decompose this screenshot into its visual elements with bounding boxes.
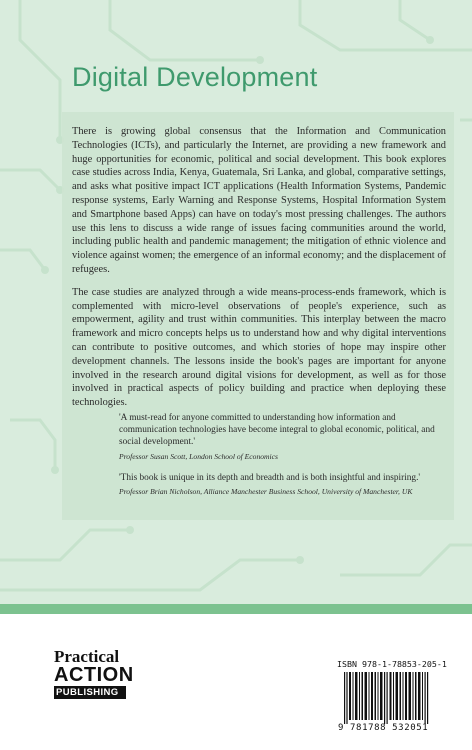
- publisher-logo-line1: Practical: [54, 647, 120, 666]
- publisher-logo-line2: ACTION: [54, 664, 134, 686]
- book-title: Digital Development: [72, 62, 318, 92]
- description-paragraph: The case studies are analyzed through a wide means-process-ends framework, which is complemented with micro-level observations of people's experience, such as empowerment, agility and trust within communities. This interplay between the macro framework and micro concepts helps us to understand how and why digital interventions can contribute to positive outcomes, and which stories of hope may inspire other development channels. The lessons inside the book's pages are important for anyone involved in the research around digital visions for development, as well as for those involved in practical aspects of policy building and practice when deploying these technologies.: [72, 286, 446, 409]
- book-description: [72, 125, 446, 419]
- quote-text: 'A must-read for anyone committed to understanding how information and communication technologies have become integral to global economic, political, and social development.': [119, 413, 435, 448]
- quote-author: Professor Susan Scott, London School of Economics: [119, 451, 278, 461]
- quote-text: 'This book is unique in its depth and breadth and is both insightful and inspiring.': [119, 472, 421, 483]
- quote-author: Professor Brian Nicholson, Alliance Manchester Business School, University of Manchester, UK: [119, 487, 413, 497]
- isbn-label: ISBN 978-1-78853-205-1: [337, 659, 447, 669]
- endorsement-quote: [119, 412, 447, 463]
- endorsements: [119, 412, 447, 507]
- publisher-logo: [54, 647, 134, 699]
- publisher-logo-line3: PUBLISHING: [54, 686, 126, 699]
- barcode-number: 9 781788 532051: [338, 723, 429, 733]
- description-paragraph: There is growing global consensus that the Information and Communication Technologies (ICTs), and particularly the Internet, are providing a new framework and huge opportunities for economic, political and social development. This book explores case studies across India, Kenya, Guatemala, Sri Lanka, and global, comparative settings, and asks what positive impact ICT applications (Health Information Systems, Pandemic response systems, Early Warning and Response Systems, Hospital Information System and Smartphone based Apps) can have on today's most pressing challenges. The authors use this lens to discuss a wide range of issues facing communities around the world, including public health and pandemic management; the mitigation of ethnic violence and violence against women; the emergence of an informal economy; and the displacement of refugees.: [72, 126, 446, 275]
- endorsement-quote: [119, 472, 447, 498]
- barcode-icon: [344, 672, 430, 724]
- green-band-divider: [0, 604, 472, 614]
